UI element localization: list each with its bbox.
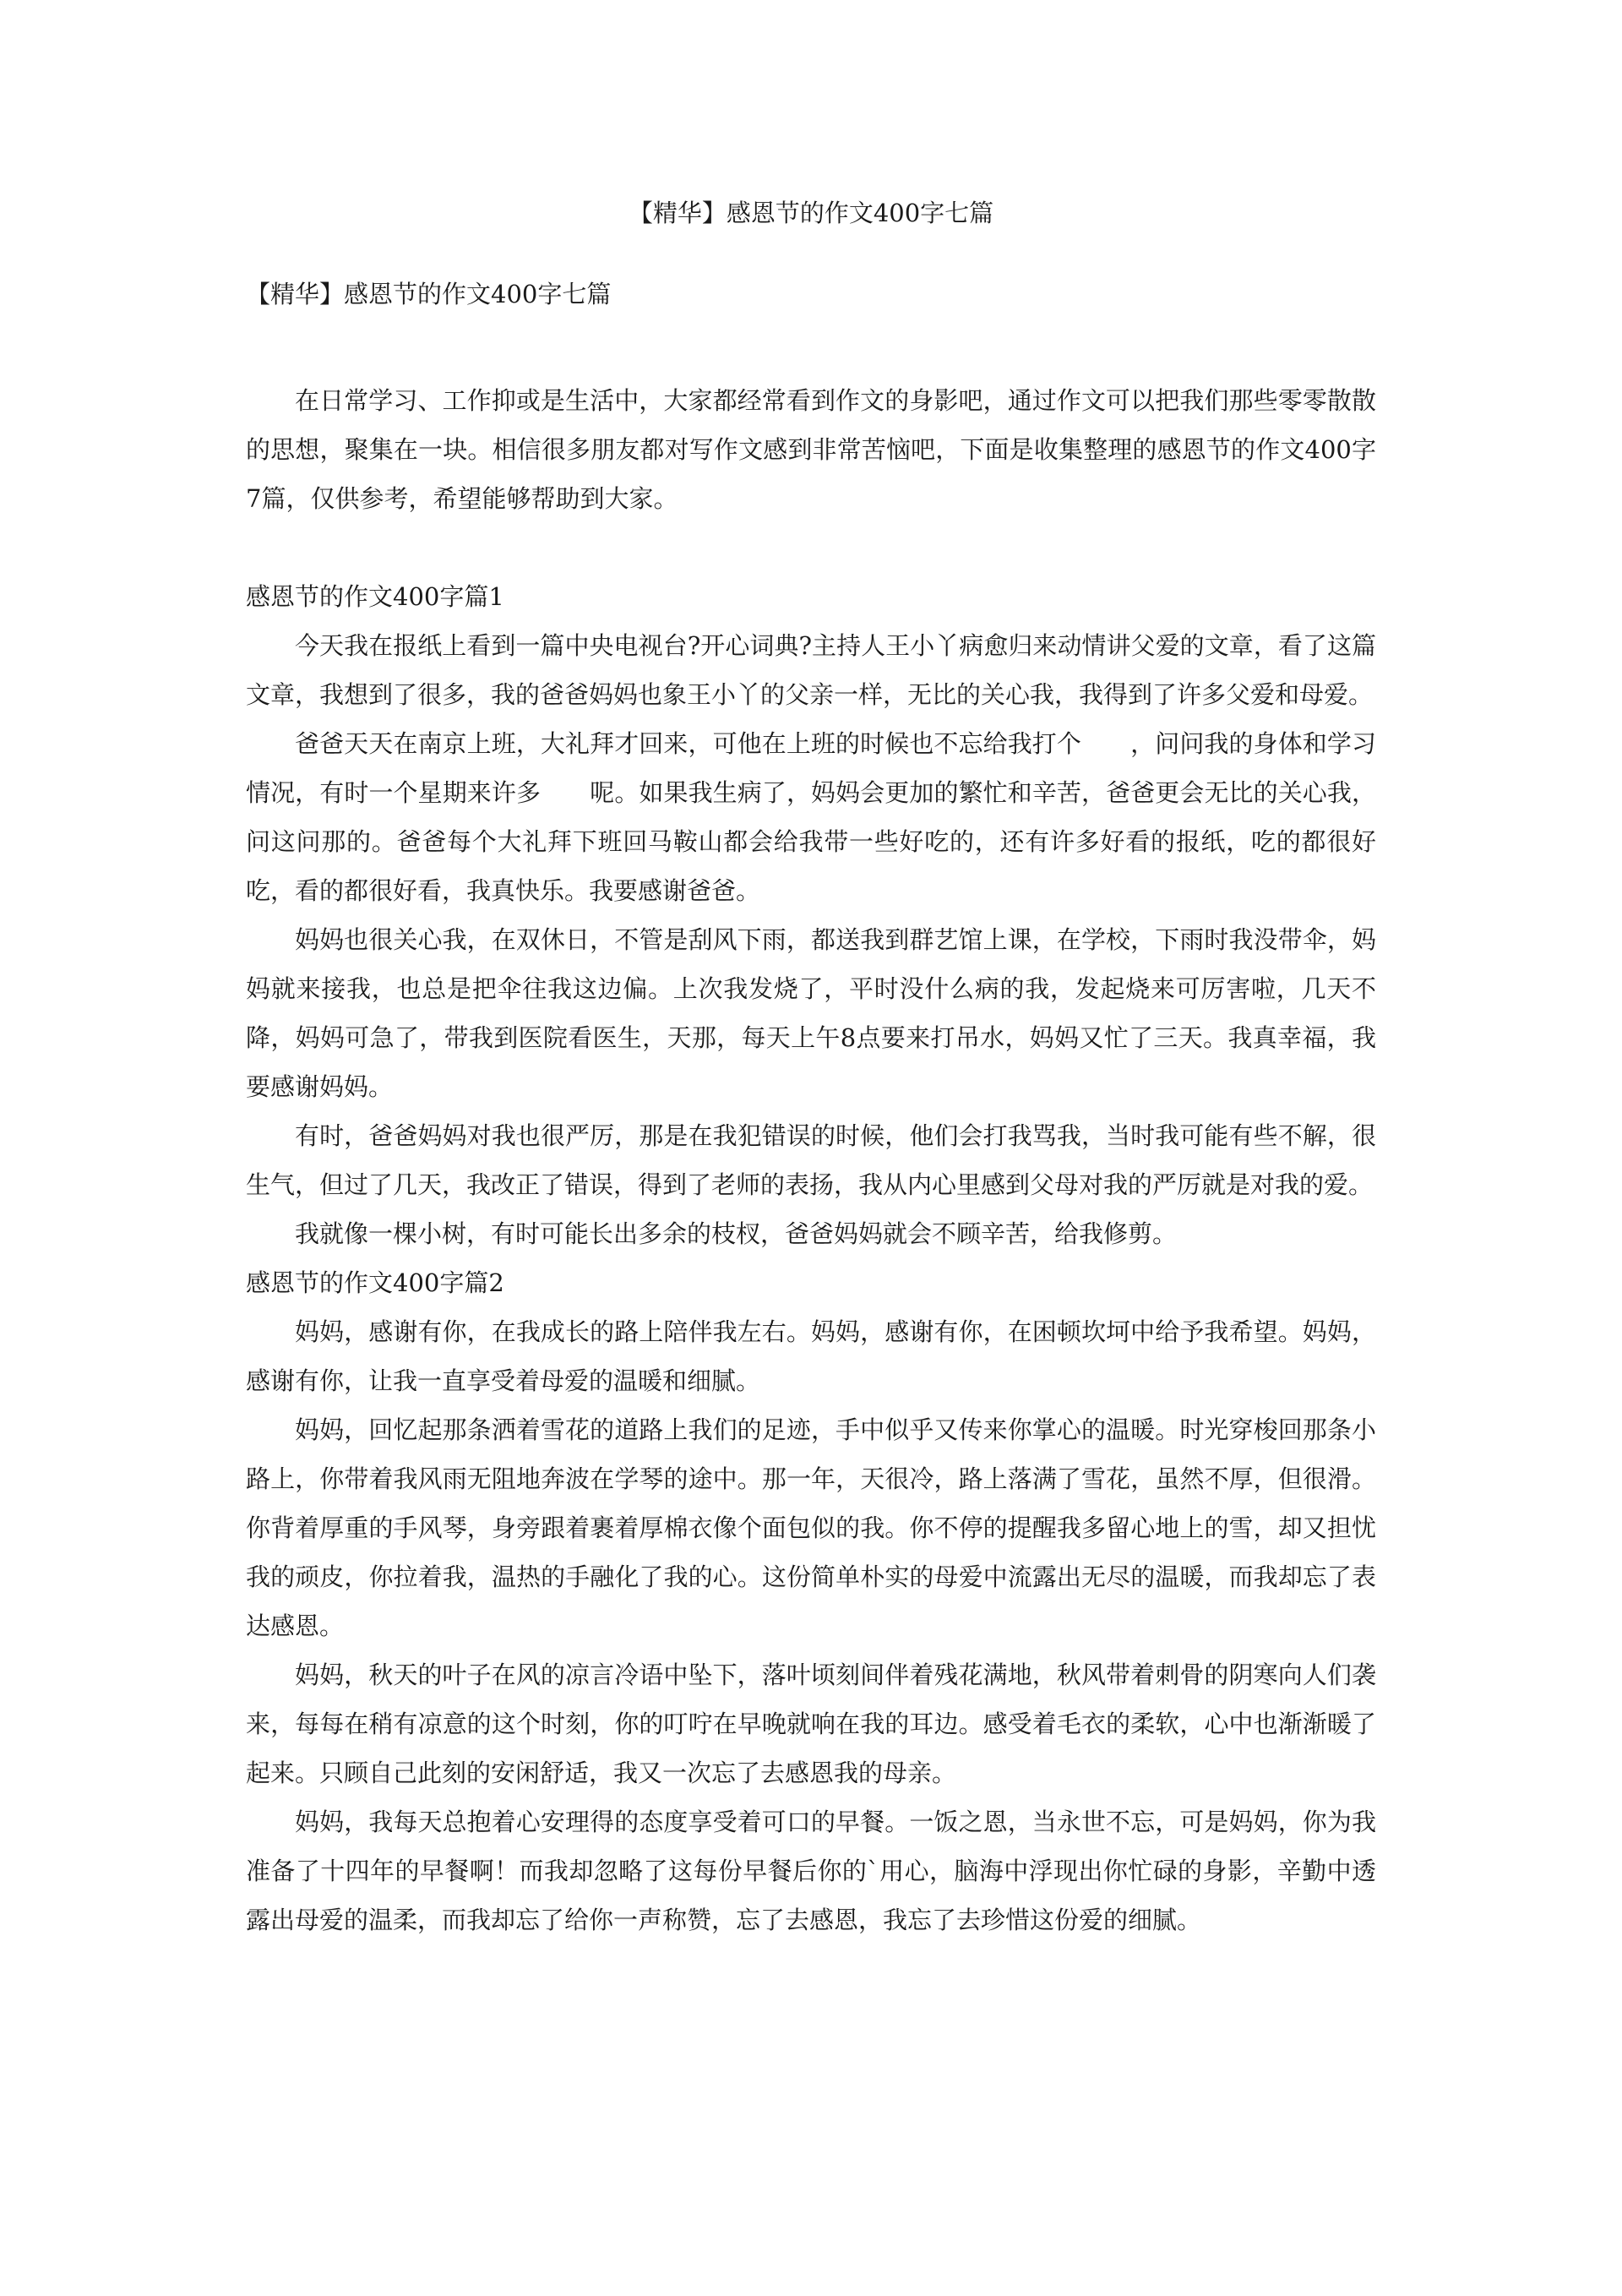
paragraph: 我就像一棵小树，有时可能长出多余的枝杈，爸爸妈妈就会不顾辛苦，给我修剪。 bbox=[295, 1219, 1178, 1248]
paragraph: 妈妈，回忆起那条洒着雪花的道路上我们的足迹，手中似乎又传来你掌心的温暖。时光穿梭回那条小路上，你带着我风雨无阻地奔波在学琴的途中。那一年，天很冷，路上落满了雪花，虽然不厚，但很滑。你背着厚重的手风琴，身旁跟着裹着厚棉衣像个面包似的我。你不停的提醒我多留心地上的雪，却又担忧我的顽皮，你拉着我，温热的手融化了我的心。这份简单朴实的母爱中流露出无尽的温暖，而我却忘了表达感恩。 bbox=[246, 1415, 1376, 1640]
essay-section-2 bbox=[246, 1258, 1376, 1944]
document-subtitle: 【精华】感恩节的作文400字七篇 bbox=[246, 280, 612, 308]
section-heading: 感恩节的作文400字篇1 bbox=[246, 582, 504, 611]
essay-section-1 bbox=[246, 572, 1376, 1258]
document-body bbox=[246, 376, 1376, 1944]
paragraph: 今天我在报纸上看到一篇中央电视台?开心词典?主持人王小丫病愈归来动情讲父爱的文章，看了这篇文章，我想到了很多，我的爸爸妈妈也象王小丫的父亲一样，无比的关心我，我得到了许多父爱和母爱。 bbox=[246, 631, 1376, 709]
paragraph: 有时，爸爸妈妈对我也很严厉，那是在我犯错误的时候，他们会打我骂我，当时我可能有些不解，很生气，但过了几天，我改正了错误，得到了老师的表扬，我从内心里感到父母对我的严厉就是对我的爱。 bbox=[246, 1121, 1376, 1199]
section-heading: 感恩节的作文400字篇2 bbox=[246, 1268, 504, 1297]
paragraph: 妈妈，感谢有你，在我成长的路上陪伴我左右。妈妈，感谢有你，在困顿坎坷中给予我希望。妈妈，感谢有你，让我一直享受着母爱的温暖和细腻。 bbox=[246, 1317, 1376, 1395]
paragraph: 爸爸天天在南京上班，大礼拜才回来，可他在上班的时候也不忘给我打个 ，问问我的身体和学习情况，有时一个星期来许多 呢。如果我生病了，妈妈会更加的繁忙和辛苦，爸爸更会无比的关心我，问这问那的。爸爸每个大礼拜下班回马鞍山都会给我带一些好吃的，还有许多好看的报纸，吃的都很好吃，看的都很好看，我真快乐。我要感谢爸爸。 bbox=[246, 729, 1376, 905]
document-title: 【精华】感恩节的作文400字七篇 bbox=[628, 199, 994, 227]
paragraph: 妈妈，我每天总抱着心安理得的态度享受着可口的早餐。一饭之恩，当永世不忘，可是妈妈，你为我准备了十四年的早餐啊！而我却忽略了这每份早餐后你的`用心，脑海中浮现出你忙碌的身影，辛勤中透露出母爱的温柔，而我却忘了给你一声称赞，忘了去感恩，我忘了去珍惜这份爱的细腻。 bbox=[246, 1808, 1376, 1934]
paragraph: 妈妈也很关心我，在双休日，不管是刮风下雨，都送我到群艺馆上课，在学校，下雨时我没带伞，妈妈就来接我，也总是把伞往我这边偏。上次我发烧了，平时没什么病的我，发起烧来可厉害啦，几天不降，妈妈可急了，带我到医院看医生，天那，每天上午8点要来打吊水，妈妈又忙了三天。我真幸福，我要感谢妈妈。 bbox=[246, 925, 1376, 1101]
paragraph: 妈妈，秋天的叶子在风的凉言冷语中坠下，落叶顷刻间伴着残花满地，秋风带着刺骨的阴寒向人们袭来，每每在稍有凉意的这个时刻，你的叮咛在早晚就响在我的耳边。感受着毛衣的柔软，心中也渐渐暖了起来。只顾自己此刻的安闲舒适，我又一次忘了去感恩我的母亲。 bbox=[246, 1661, 1376, 1787]
intro-paragraph: 在日常学习、工作抑或是生活中，大家都经常看到作文的身影吧，通过作文可以把我们那些零零散散的思想，聚集在一块。相信很多朋友都对写作文感到非常苦恼吧，下面是收集整理的感恩节的作文400字7篇，仅供参考，希望能够帮助到大家。 bbox=[246, 386, 1376, 513]
